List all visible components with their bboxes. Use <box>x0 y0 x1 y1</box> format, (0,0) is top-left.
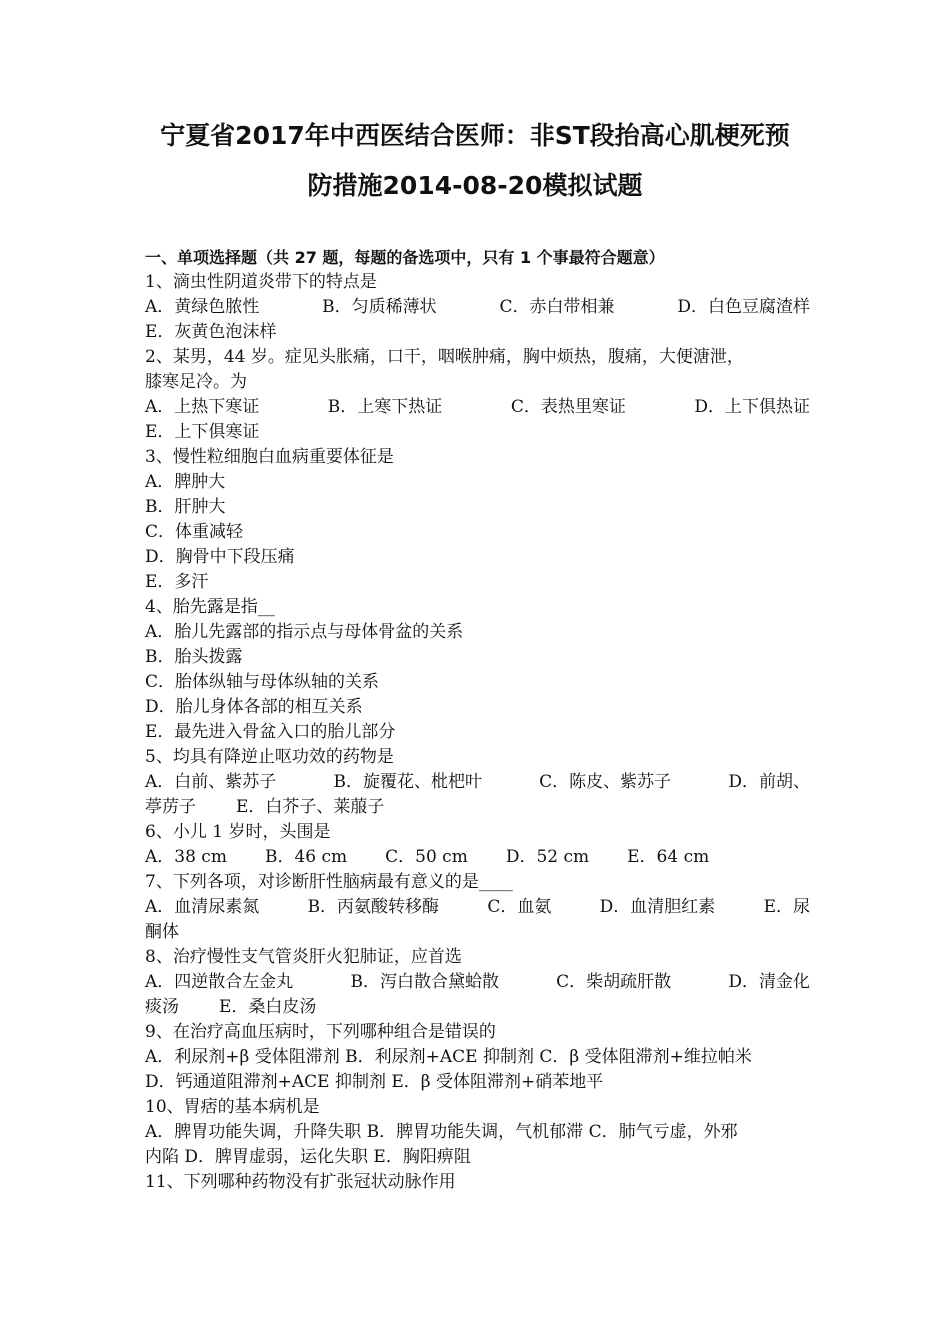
option-b: B．丙氨酸转移酶 <box>307 897 440 917</box>
option-b: B．46 cm <box>264 847 348 867</box>
document-title-line-2: 防措施2014-08-20模拟试题 <box>307 171 643 200</box>
option-d: D．前胡、 <box>728 772 810 792</box>
question-5-options-cont <box>145 795 810 820</box>
option-b: B．胎头拨露 <box>145 647 243 667</box>
option-a: A．血清尿素氮 <box>145 897 260 917</box>
question-10-stem: 10、胃痞的基本病机是 <box>145 1097 320 1117</box>
option-d: D．血清胆红素 <box>599 897 716 917</box>
option-c: C．表热里寒证 <box>510 397 626 417</box>
option-e: E．64 cm <box>627 847 710 867</box>
question-1-stem: 1、滴虫性阴道炎带下的特点是 <box>145 272 377 292</box>
question-2-stem: 2、某男，44 岁。症见头胀痛，口干，咽喉肿痛，胸中烦热，腹痛，大便溏泄， <box>145 347 744 367</box>
option-e: E．最先进入骨盆入口的胎儿部分 <box>145 722 396 742</box>
question-3-stem: 3、慢性粒细胞白血病重要体征是 <box>145 447 394 467</box>
option-e: E．灰黄色泡沫样 <box>145 322 277 342</box>
option-a: A．黄绿色脓性 <box>145 297 260 317</box>
question-8-stem: 8、治疗慢性支气管炎肝火犯肺证，应首选 <box>145 947 462 967</box>
question-8-options-cont <box>145 995 810 1020</box>
option-b: B．旋覆花、枇杷叶 <box>333 772 482 792</box>
option-c: C．胎体纵轴与母体纵轴的关系 <box>145 672 380 692</box>
option-e: E．桑白皮汤 <box>219 997 317 1017</box>
option-e: E．多汗 <box>145 572 209 592</box>
option-d: D．胸骨中下段压痛 <box>145 547 295 567</box>
option-c: C．50 cm <box>385 847 468 867</box>
question-9-options-line-1: A．利尿剂+β 受体阻滞剂 B．利尿剂+ACE 抑制剂 C．β 受体阻滞剂+维拉帕米 <box>145 1047 752 1067</box>
option-b: B．泻白散合黛蛤散 <box>350 972 499 992</box>
option-d: D．52 cm <box>505 847 590 867</box>
option-d-cont: 葶苈子 <box>145 797 196 817</box>
option-e: E．尿 <box>763 897 810 917</box>
option-e: E．上下俱寒证 <box>145 422 260 442</box>
option-e-cont: 酮体 <box>145 922 179 942</box>
question-9-options-line-2: D．钙通道阻滞剂+ACE 抑制剂 E．β 受体阻滞剂+硝苯地平 <box>145 1072 604 1092</box>
question-5-stem: 5、均具有降逆止呕功效的药物是 <box>145 747 394 767</box>
option-a: A．脾肿大 <box>145 472 226 492</box>
question-11-stem: 11、下列哪种药物没有扩张冠状动脉作用 <box>145 1172 456 1192</box>
option-b: B．上寒下热证 <box>327 397 443 417</box>
option-c: C．赤白带相兼 <box>499 297 615 317</box>
option-a: A．白前、紫苏子 <box>145 772 277 792</box>
option-b: B．肝肿大 <box>145 497 226 517</box>
option-d-cont: 痰汤 <box>145 997 179 1017</box>
question-7-stem: 7、下列各项，对诊断肝性脑病最有意义的是____ <box>145 872 513 892</box>
question-list <box>145 245 810 1195</box>
option-c: C．柴胡疏肝散 <box>556 972 672 992</box>
option-d: D．胎儿身体各部的相互关系 <box>145 697 363 717</box>
question-4-stem: 4、胎先露是指__ <box>145 597 275 617</box>
question-6-stem: 6、小儿 1 岁时，头围是 <box>145 822 331 842</box>
question-9-stem: 9、在治疗高血压病时，下列哪种组合是错误的 <box>145 1022 496 1042</box>
question-2-stem-cont: 膝寒足冷。为 <box>145 372 247 392</box>
document-title-line-1: 宁夏省2017年中西医结合医师：非ST段抬高心肌梗死预 <box>160 121 790 150</box>
question-6-options <box>145 845 810 870</box>
option-c: C．陈皮、紫苏子 <box>539 772 672 792</box>
option-c: C．体重减轻 <box>145 522 244 542</box>
option-d: D．上下俱热证 <box>694 397 810 417</box>
option-a: A．四逆散合左金丸 <box>145 972 294 992</box>
option-e: E．白芥子、莱菔子 <box>236 797 385 817</box>
option-a: A．上热下寒证 <box>145 397 260 417</box>
option-d: D．清金化 <box>728 972 810 992</box>
option-d: D．白色豆腐渣样 <box>677 297 810 317</box>
option-a: A．胎儿先露部的指示点与母体骨盆的关系 <box>145 622 464 642</box>
question-7-options <box>145 895 810 920</box>
question-2-options <box>145 395 810 420</box>
option-a: A．38 cm <box>145 847 227 867</box>
section-heading: 一、单项选择题（共 27 题，每题的备选项中，只有 1 个事最符合题意） <box>145 248 665 267</box>
question-8-options <box>145 970 810 995</box>
option-b: B．匀质稀薄状 <box>322 297 437 317</box>
question-1-options <box>145 295 810 320</box>
question-10-options-line-2: 内陷 D．脾胃虚弱，运化失职 E．胸阳痹阻 <box>145 1147 471 1167</box>
question-5-options <box>145 770 810 795</box>
option-c: C．血氨 <box>487 897 552 917</box>
question-10-options-line-1: A．脾胃功能失调，升降失职 B．脾胃功能失调，气机郁滞 C．肺气亏虚，外邪 <box>145 1122 738 1142</box>
